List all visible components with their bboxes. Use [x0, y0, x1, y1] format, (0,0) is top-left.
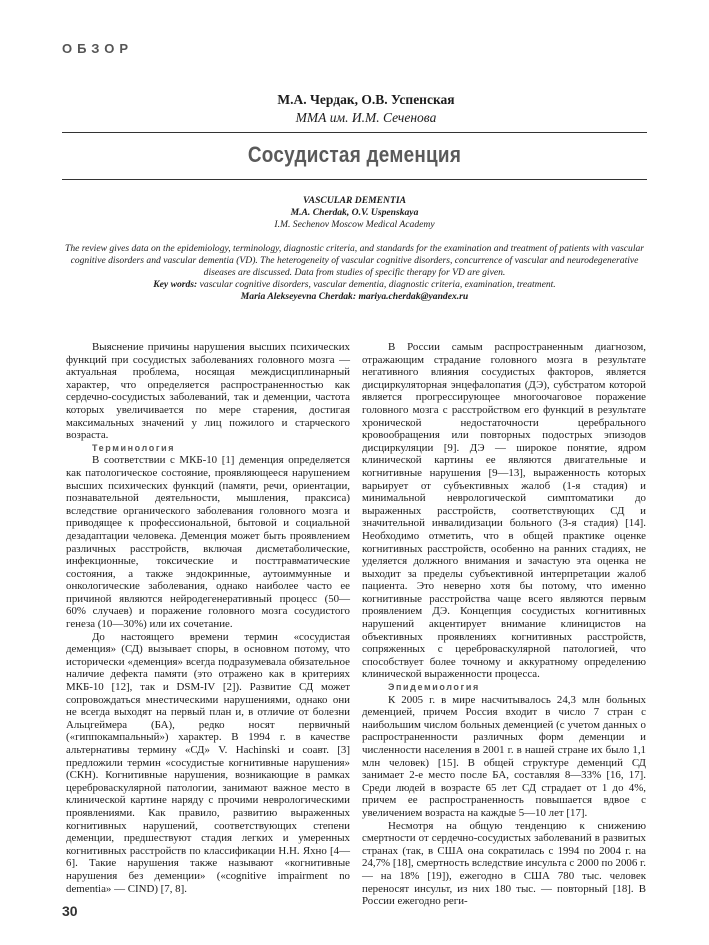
paragraph: Выяснение причины нарушения высших психических функций при сосудистых заболеваниях головного мозга — актуальная проблема, носящая междисциплинарный характер, что определяется распространенностью как сердечно-сосудистых заболеваний, так и деменции, частота которых увеличивается по мере старения, достигая максимальных значений у лиц пожилого и старческого возраста. [66, 341, 350, 442]
paragraph: До настоящего времени термин «сосудистая деменция» (СД) вызывает споры, в основном потому, что исторически «деменция» всегда подразумевала обязательное наличие дефекта памяти (это отражено как в критериях МКБ-10 [12], так и DSM-IV [2]). Развитие СД может сопровождаться мнестическими нарушениями, однако они не всегда выходят на первый план и, в отличие от болезни Альцгеймера (БА), редко носят первичный («гиппокампальный») характер. В 1994 г. в качестве альтернативы термину «СД» V. Hachinski и соавт. [3] предложили термин «сосудистые когнитивные нарушения» (СКН). Когнитивные нарушения, возникающие в рамках цереброваскулярной патологии, занимают важное место в клинической картине наряду с прочими неврологическими проявлениями. Как правило, развитию выраженных когнитивных нарушений, соответствующих степени деменции, предшествуют стадия легких и умеренных когнитивных расстройств по классификации Н.Н. Яхно [4—6]. Такие нарушения также называют «когнитивные нарушения без деменции» («cognitive impairment no dementia» — CIND) [7, 8]. [66, 630, 350, 895]
paragraph: К 2005 г. в мире насчитывалось 24,3 млн больных деменцией, причем Россия входит в число 7 стран с наибольшим числом больных деменцией (с учетом данных о распространенности различных форм деменции и численности населения в 2001 г. в нашей стране их было 1,1 млн человек) [15]. В общей структуре деменций СД занимает 2-е место после БА, составляя 8—33% [16, 17]. Среди людей в возрасте 65 лет СД страдает от 1 до 4%, причем ее распространенность повышается вдвое с увеличением возраста на каждые 5—10 лет [17]. [362, 693, 646, 819]
title-rule-bottom [62, 179, 647, 180]
body-column-left [66, 341, 350, 895]
english-abstract: The review gives data on the epidemiology, terminology, diagnostic criteria, and standards for the examination and treatment of patients with vascular cognitive disorders and vascular dementia (VD). The heterogeneity of vascular cognitive disorders, concurrence of vascular and neurodegenerative diseases are discussed. Data from studies of specific therapy for VD are given. [64, 242, 645, 279]
keywords-label: Key words: [153, 279, 198, 291]
english-authors: M.A. Cherdak, O.V. Uspenskaya [290, 207, 419, 219]
english-affiliation: I.M. Sechenov Moscow Medical Academy [274, 219, 435, 231]
authors: М.А. Чердак, О.В. Успенская [277, 92, 455, 107]
paragraph: В соответствии с МКБ-10 [1] деменция определяется как патологическое состояние, проявляющееся нарушением высших психических функций (памяти, речи, ориентации, познавательной деятельности, мышления, праксиса) вследствие органического заболевания головного мозга и приводящее к профессиональной, бытовой и социальной дезадаптации человека. Деменция может быть проявлением различных расстройств, включая дисметаболические, инфекционные, токсические и посттравматические состояния, а также эндокринные, аутоиммунные и онкологические заболевания, однако наиболее часто ее причиной являются нейродегенеративный процесс (50—60% случаев) и поражение головного мозга сосудистого генеза (10—30%) или их сочетание. [66, 454, 350, 631]
page-number: 30 [62, 903, 78, 919]
body-column-right [362, 341, 646, 908]
english-keywords [62, 279, 647, 291]
keywords-text: vascular cognitive disorders, vascular dementia, diagnostic criteria, examination, treatment. [199, 279, 556, 291]
contact-email[interactable]: Maria Alekseyevna Cherdak: mariya.cherdak@yandex.ru [240, 291, 469, 303]
affiliation: ММА им. И.М. Сеченова [295, 110, 437, 125]
article-title: Сосудистая деменция [247, 142, 462, 167]
spacer [62, 232, 647, 243]
section-label: ОБЗОР [62, 41, 134, 56]
title-rule-top [62, 132, 647, 133]
english-summary [62, 195, 647, 304]
paragraph: В России самым распространенным диагнозом, отражающим страдание головного мозга в результате негативного влияния сосудистых факторов, является дисциркуляторная энцефалопатия (ДЭ), субстратом которой является прогрессирующее многоочаговое поражение головного мозга с расстройством его функций в результате хронической недостаточности церебрального кровообращения или повторных подострых эпизодов дисциркуляции [9]. ДЭ — широкое понятие, ядром клинической картины ее являются двигательные и когнитивные нарушения [9—13], выраженность которых варьирует от субъективных жалоб (1-я стадия) и минимальной неврологической симптоматики до выраженных расстройств, соответствующих СД и значительной инвалидизации больного (3-я стадия) [14]. Необходимо отметить, что в общей практике оценке когнитивных расстройств, особенно на ранних стадиях, не уделяется должного внимания и зачастую эта оценка не выходит за пределы субъективной интерпретации жалоб пациента. Это неверно хотя бы потому, что именно когнитивные расстройства чаще всего являются первым проявлением ДЭ. Концепция сосудистых когнитивных нарушений акцентирует внимание клиницистов на объективных проявлениях когнитивных расстройств, сопряженных с цереброваскулярной патологией, что способствует более точному и аккуратному определению клинической выраженности процесса. [362, 341, 646, 681]
paragraph: Несмотря на общую тенденцию к снижению смертности от сердечно-сосудистых заболеваний в развитых странах (так, в США она сократилась с 1994 по 2004 г. на 24,7% [18], смертность вследствие инсульта с 2000 по 2006 г. — на 18% [19]), ежегодно в США 780 тыс. человек переносят инсульт, из них 180 тыс. — повторный [18]. В России ежегодно реги- [362, 819, 646, 908]
heading-epidemiology: Эпидемиология [388, 682, 480, 693]
heading-terminology: Терминология [92, 442, 176, 453]
english-title: VASCULAR DEMENTIA [303, 195, 406, 206]
